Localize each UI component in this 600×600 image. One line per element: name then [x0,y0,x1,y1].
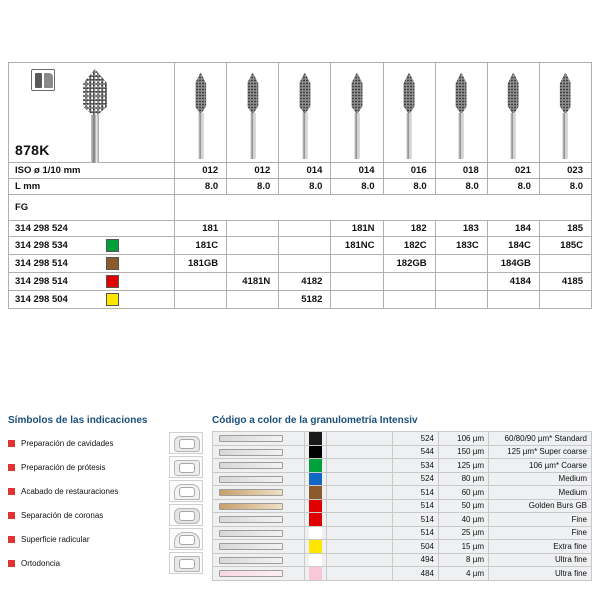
grit-color-cell [305,472,327,486]
table-row [213,540,592,554]
length-value: 8.0 [540,179,592,195]
main-bur-image [61,63,131,163]
grit-size: 8 µm [439,553,489,567]
granulometry-title: Código a color de la granulometría Intensiv [212,415,418,426]
order-ref-text: 314 298 504 [15,294,68,305]
grit-name: Ultra fine [489,553,592,567]
order-ref [9,237,175,255]
bur-image-cell [227,63,279,163]
order-ref [9,291,175,309]
table-row [213,499,592,513]
iso-value: 023 [540,163,592,179]
table-row [213,553,592,567]
indication-symbols-section [8,415,203,575]
bur-image-cell [540,63,592,163]
order-code [279,221,331,237]
grit-name: Golden Burs GB [489,499,592,513]
bullet-icon [8,464,15,471]
spacer-cell [327,499,393,513]
grit-size: 40 µm [439,513,489,527]
bullet-icon [8,440,15,447]
grit-size: 150 µm [439,445,489,459]
order-code: 181NC [331,237,383,255]
order-code: 182GB [384,255,436,273]
prosthesis-prep-icon [169,456,203,478]
order-code [227,237,279,255]
order-ref-text: 314 298 514 [15,258,68,269]
symbol-item [8,431,203,455]
order-row [9,255,592,273]
order-code: 4185 [540,273,592,291]
grit-name: Fine [489,513,592,527]
grit-code: 514 [393,486,439,500]
order-code [436,291,488,309]
order-code: 184C [488,237,540,255]
bur-image-cell [279,63,331,163]
order-row [9,237,592,255]
order-code [279,237,331,255]
order-code [384,291,436,309]
order-row [9,221,592,237]
cavity-prep-icon [169,432,203,454]
iso-value: 018 [436,163,488,179]
length-value: 8.0 [331,179,383,195]
spacer-cell [327,459,393,473]
order-code: 4184 [488,273,540,291]
symbol-item [8,503,203,527]
grit-color-cell [305,499,327,513]
symbol-label: Preparación de cavidades [21,438,114,448]
grit-name: 106 µm* Coarse [489,459,592,473]
order-code: 185C [540,237,592,255]
symbol-item [8,455,203,479]
order-code [384,273,436,291]
restoration-finish-icon [169,480,203,502]
length-value: 8.0 [227,179,279,195]
grit-name: Medium [489,472,592,486]
product-specification-table [8,62,592,309]
order-code: 184GB [488,255,540,273]
iso-diameter-row [9,163,592,179]
iso-value: 014 [279,163,331,179]
order-code [175,291,227,309]
order-code [279,255,331,273]
order-row [9,273,592,291]
order-code: 181C [175,237,227,255]
length-row [9,179,592,195]
grit-color-cell [305,486,327,500]
bur-thumbnail [213,445,305,459]
bullet-icon [8,488,15,495]
grit-color-swatch [106,275,119,288]
grit-code: 494 [393,553,439,567]
order-code: 182C [384,237,436,255]
bur-thumbnail [213,540,305,554]
table-row [213,486,592,500]
grit-color-cell [305,526,327,540]
length-value: 8.0 [279,179,331,195]
grit-size: 60 µm [439,486,489,500]
bur-image-row [9,63,592,163]
order-code: 4182 [279,273,331,291]
symbol-item [8,551,203,575]
grit-name: Medium [489,486,592,500]
root-surface-icon [169,528,203,550]
grit-color-cell [305,540,327,554]
order-code: 5182 [279,291,331,309]
order-code [175,273,227,291]
grit-size: 80 µm [439,472,489,486]
symbol-label: Superficie radicular [21,534,90,544]
symbols-title: Símbolos de las indicaciones [8,415,148,426]
spacer-cell [327,553,393,567]
iso-value: 016 [384,163,436,179]
iso-value: 021 [488,163,540,179]
order-code: 184 [488,221,540,237]
length-value: 8.0 [436,179,488,195]
order-code [331,255,383,273]
product-code-cell [9,63,175,163]
iso-value: 012 [227,163,279,179]
spacer-cell [327,486,393,500]
spacer-cell [327,526,393,540]
symbol-item [8,479,203,503]
order-code [227,291,279,309]
table-row [213,567,592,581]
grit-name: Extra fine [489,540,592,554]
order-code [436,255,488,273]
grit-name: Fine [489,526,592,540]
spacer-cell [327,445,393,459]
grit-name: 60/80/90 µm* Standard [489,432,592,446]
bur-image-cell [331,63,383,163]
bur-thumbnail [213,486,305,500]
bur-image-cell [175,63,227,163]
grit-color-cell [305,513,327,527]
bur-thumbnail [213,432,305,446]
grit-color-cell [305,553,327,567]
bullet-icon [8,536,15,543]
spacer-cell [327,567,393,581]
bullet-icon [8,560,15,567]
bur-image-cell [384,63,436,163]
grit-color-swatch [106,293,119,306]
bullet-icon [8,512,15,519]
orthodontics-icon [169,552,203,574]
grit-name: 125 µm* Super coarse [489,445,592,459]
bur-box-icon [31,69,55,91]
grit-size: 50 µm [439,499,489,513]
table-row [213,526,592,540]
grit-code: 484 [393,567,439,581]
shank-illustration-cell [175,195,592,221]
symbol-label: Ortodoncia [21,558,61,568]
granulometry-table [212,431,592,581]
grit-code: 514 [393,526,439,540]
length-value: 8.0 [488,179,540,195]
grit-code: 514 [393,499,439,513]
grit-color-cell [305,567,327,581]
grit-color-swatch [106,239,119,252]
iso-value: 014 [331,163,383,179]
shank-type-row [9,195,592,221]
order-code [331,291,383,309]
length-value: 8.0 [384,179,436,195]
bur-thumbnail [213,472,305,486]
grit-code: 514 [393,513,439,527]
grit-color-swatch [106,257,119,270]
order-code [227,255,279,273]
order-ref-text: 314 298 524 [15,223,68,234]
grit-size: 4 µm [439,567,489,581]
granulometry-section [212,415,592,581]
table-row [213,445,592,459]
spacer-cell [327,513,393,527]
table-row [213,513,592,527]
length-value: 8.0 [175,179,227,195]
order-ref [9,221,175,237]
bur-thumbnail [213,499,305,513]
order-code [540,255,592,273]
product-code: 878K [15,142,50,158]
table-row [213,432,592,446]
grit-code: 524 [393,472,439,486]
grit-size: 125 µm [439,459,489,473]
order-code: 181 [175,221,227,237]
order-code: 185 [540,221,592,237]
order-code [227,221,279,237]
iso-label: ISO ø 1/10 mm [9,163,175,179]
order-code [436,273,488,291]
order-code: 183C [436,237,488,255]
order-code [540,291,592,309]
order-code: 181GB [175,255,227,273]
table-row [213,459,592,473]
crown-separation-icon [169,504,203,526]
grit-code: 504 [393,540,439,554]
bur-thumbnail [213,459,305,473]
bur-thumbnail [213,526,305,540]
table-row [213,472,592,486]
order-ref [9,273,175,291]
order-row [9,291,592,309]
grit-size: 106 µm [439,432,489,446]
symbol-label: Preparación de prótesis [21,462,106,472]
shank-label: FG [9,195,175,221]
grit-color-cell [305,459,327,473]
spacer-cell [327,432,393,446]
order-code: 182 [384,221,436,237]
symbol-label: Separación de coronas [21,510,104,520]
iso-value: 012 [175,163,227,179]
bur-thumbnail [213,553,305,567]
spacer-cell [327,540,393,554]
bur-image-cell [488,63,540,163]
bur-image-cell [436,63,488,163]
order-ref-text: 314 298 534 [15,240,68,251]
grit-code: 534 [393,459,439,473]
spacer-cell [327,472,393,486]
bur-thumbnail [213,513,305,527]
order-ref-text: 314 298 514 [15,276,68,287]
grit-code: 524 [393,432,439,446]
grit-size: 25 µm [439,526,489,540]
order-code [488,291,540,309]
order-ref [9,255,175,273]
grit-color-cell [305,432,327,446]
grit-name: Ultra fine [489,567,592,581]
grit-color-cell [305,445,327,459]
grit-size: 15 µm [439,540,489,554]
grit-code: 544 [393,445,439,459]
symbol-item [8,527,203,551]
order-code: 183 [436,221,488,237]
symbol-label: Acabado de restauraciones [21,486,119,496]
order-code: 181N [331,221,383,237]
order-code: 4181N [227,273,279,291]
bur-thumbnail [213,567,305,581]
order-code [331,273,383,291]
length-label: L mm [9,179,175,195]
